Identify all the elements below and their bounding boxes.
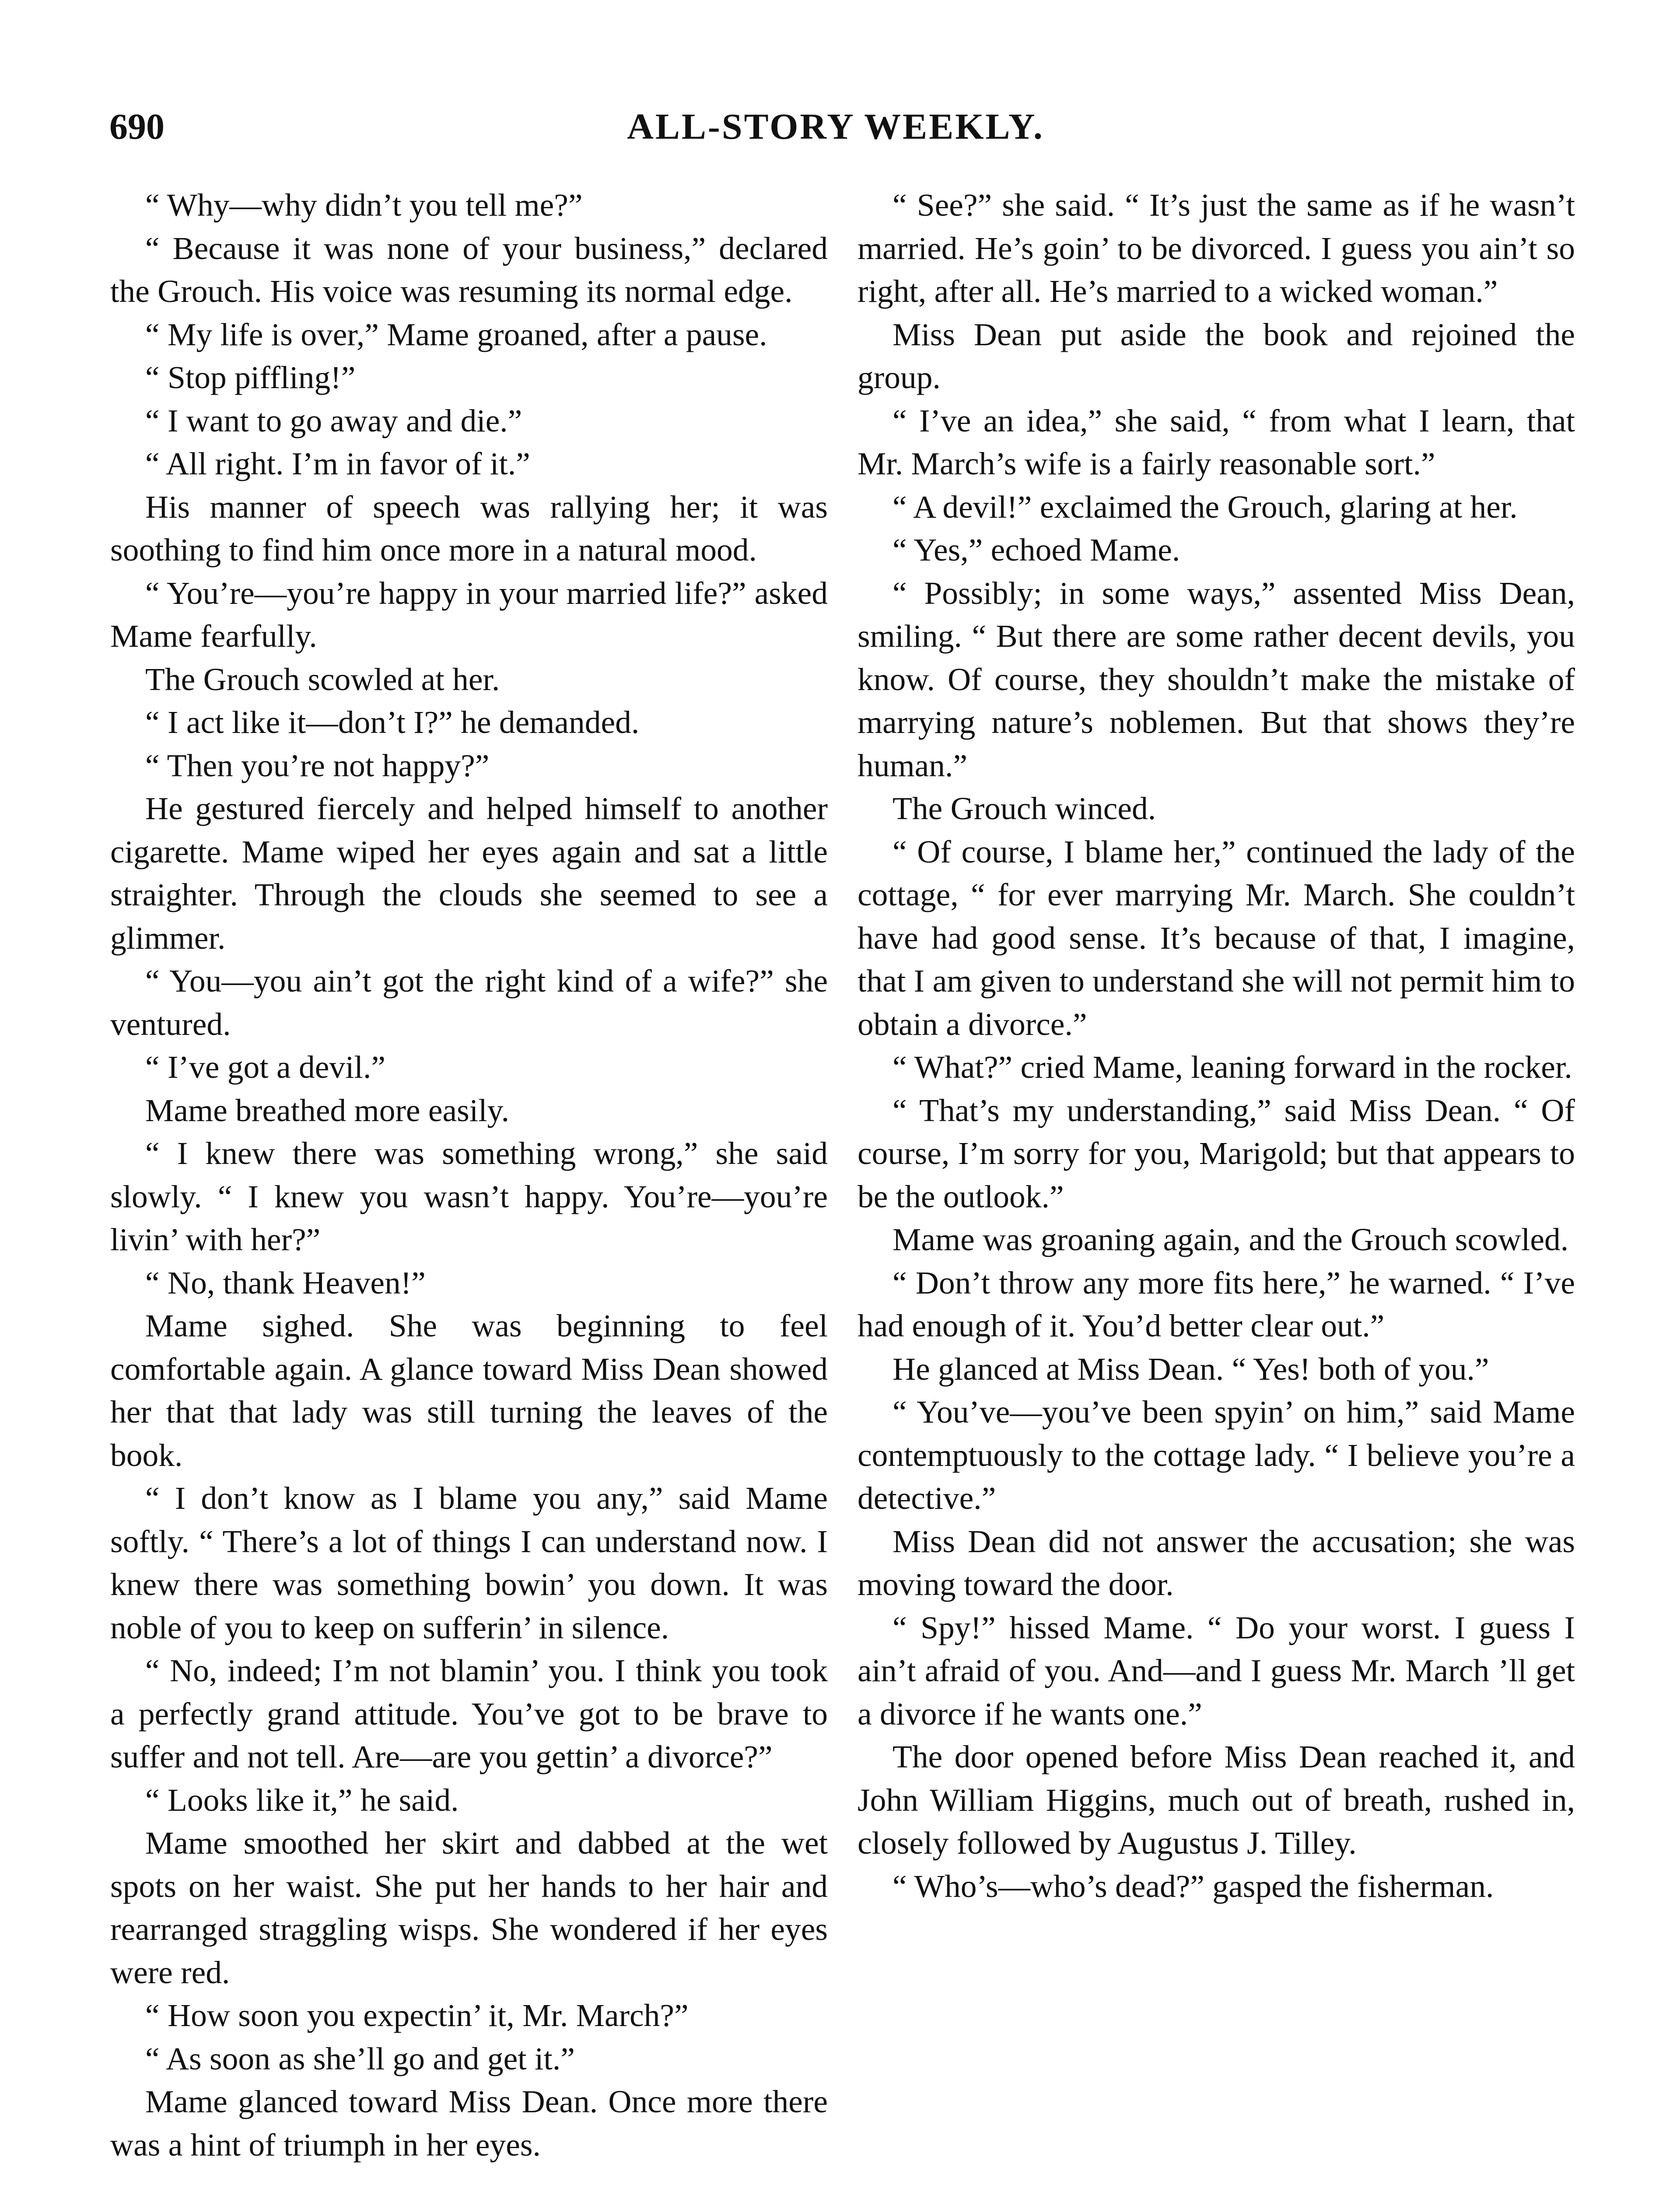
right-text-column — [858, 184, 1575, 1908]
paragraph: “ Of course, I blame her,” continued the lady of the cottage, “ for ever marrying Mr. March. She couldn’t have had good sense. It’s because of that, I imagine, that I am given to understand she will not permit him to obtain a divorce.” — [858, 834, 1575, 1042]
page-header — [109, 101, 1562, 158]
paragraph: Mame was groaning again, and the Grouch scowled. — [892, 1222, 1569, 1257]
paragraph: “ I don’t know as I blame you any,” said Mame softly. “ There’s a lot of things I can understand now. I knew there was something bowin’ you down. It was noble of you to keep on sufferin’ in silence. — [110, 1480, 828, 1645]
paragraph: The Grouch winced. — [892, 791, 1156, 826]
paragraph: “ Who’s—who’s dead?” gasped the fisherman. — [892, 1868, 1494, 1904]
paragraph: He glanced at Miss Dean. “ Yes! both of you.” — [892, 1351, 1489, 1387]
paragraph: “ My life is over,” Mame groaned, after a pause. — [145, 316, 767, 352]
paragraph: The door opened before Miss Dean reached it, and John William Higgins, much out of breath, rushed in, closely followed by Augustus J. Tilley. — [858, 1739, 1575, 1861]
paragraph: “ See?” she said. “ It’s just the same as if he wasn’t married. He’s goin’ to be divorced. I guess you ain’t so right, after all. He’s married to a wicked woman.” — [858, 187, 1575, 309]
paragraph: Mame sighed. She was beginning to feel comfortable again. A glance toward Miss Dean showed her that that lady was still turning the leaves of the book. — [110, 1308, 828, 1473]
paragraph: “ As soon as she’ll go and get it.” — [145, 2041, 575, 2076]
paragraph: “ No, thank Heaven!” — [145, 1265, 426, 1301]
paragraph: “ All right. I’m in favor of it.” — [145, 446, 530, 481]
paragraph: “ Looks like it,” he said. — [145, 1782, 459, 1818]
paragraph: “ Spy!” hissed Mame. “ Do your worst. I guess I ain’t afraid of you. And—and I guess Mr. March ’ll get a divorce if he wants one.” — [858, 1609, 1575, 1732]
page-number: 690 — [109, 106, 164, 147]
paragraph: Mame glanced toward Miss Dean. Once more there was a hint of triumph in her eyes. — [110, 2084, 828, 2163]
paragraph: “ I act like it—don’t I?” he demanded. — [145, 705, 640, 740]
paragraph: Miss Dean put aside the book and rejoined the group. — [858, 316, 1575, 395]
paragraph: “ Then you’re not happy?” — [145, 747, 490, 783]
paragraph: Miss Dean did not answer the accusation; she was moving toward the door. — [858, 1523, 1575, 1602]
paragraph: “ I’ve an idea,” she said, “ from what I learn, that Mr. March’s wife is a fairly reasonable sort.” — [858, 403, 1575, 481]
paragraph: “ You’re—you’re happy in your married life?” asked Mame fearfully. — [110, 575, 828, 654]
paragraph: “ Possibly; in some ways,” assented Miss Dean, smiling. “ But there are some rather decent devils, you know. Of course, they shouldn’t make the mistake of marrying nature’s noblemen. But that shows they’re human.” — [858, 575, 1575, 783]
paragraph: “ I want to go away and die.” — [145, 403, 522, 438]
paragraph: “ A devil!” exclaimed the Grouch, glaring at her. — [892, 489, 1518, 525]
left-text-column — [110, 184, 828, 2167]
paragraph: “ Yes,” echoed Mame. — [892, 532, 1180, 568]
paragraph: “ Because it was none of your business,” declared the Grouch. His voice was resuming its normal edge. — [110, 230, 828, 309]
paragraph: “ Why—why didn’t you tell me?” — [145, 187, 583, 223]
paragraph: “ Stop piffling!” — [145, 360, 356, 395]
running-title: ALL-STORY WEEKLY. — [627, 106, 1044, 147]
paragraph: “ Don’t throw any more fits here,” he warned. “ I’ve had enough of it. You’d better clear out.” — [858, 1265, 1575, 1343]
paragraph: His manner of speech was rallying her; it was soothing to find him once more in a natural mood. — [110, 489, 828, 568]
paragraph: “ You—you ain’t got the right kind of a wife?” she ventured. — [110, 963, 828, 1042]
paragraph: “ What?” cried Mame, leaning forward in the rocker. — [892, 1049, 1572, 1085]
paragraph: Mame breathed more easily. — [145, 1092, 509, 1128]
paragraph: He gestured fiercely and helped himself to another cigarette. Mame wiped her eyes again and sat a little straighter. Through the clouds she seemed to see a glimmer. — [110, 791, 828, 956]
paragraph: “ You’ve—you’ve been spyin’ on him,” said Mame contemptuously to the cottage lady. “ I believe you’re a detective.” — [858, 1394, 1575, 1516]
paragraph: “ I’ve got a devil.” — [145, 1049, 385, 1085]
paragraph: The Grouch scowled at her. — [145, 661, 500, 697]
paragraph: “ That’s my understanding,” said Miss Dean. “ Of course, I’m sorry for you, Marigold; but that appears to be the outlook.” — [858, 1092, 1575, 1214]
paragraph: “ No, indeed; I’m not blamin’ you. I think you took a perfectly grand attitude. You’ve got to be brave to suffer and not tell. Are—are you gettin’ a divorce?” — [110, 1653, 828, 1774]
paragraph: “ I knew there was something wrong,” she said slowly. “ I knew you wasn’t happy. You’re—you’re livin’ with her?” — [110, 1136, 828, 1257]
paragraph: “ How soon you expectin’ it, Mr. March?” — [145, 1998, 689, 2033]
paragraph: Mame smoothed her skirt and dabbed at the wet spots on her waist. She put her hands to her hair and rearranged straggling wisps. She wondered if her eyes were red. — [110, 1825, 828, 1990]
